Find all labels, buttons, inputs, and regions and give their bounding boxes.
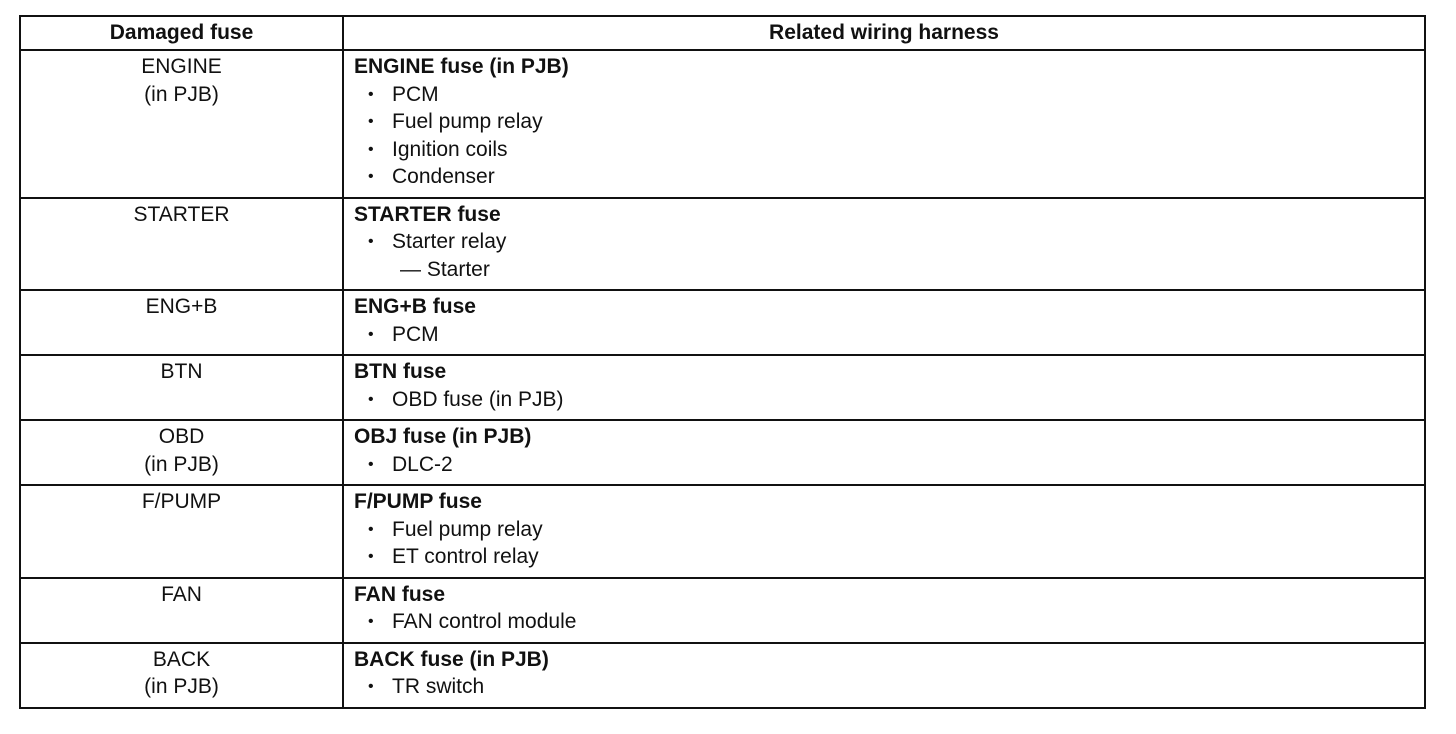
harness-list-item [354, 81, 1424, 109]
related-wiring-harness-cell [343, 290, 1425, 355]
harness-item-list [354, 516, 1424, 571]
bullet-icon: • [368, 613, 374, 630]
damaged-fuse-text: STARTER [133, 202, 230, 226]
damaged-fuse-text: (in PJB) [144, 675, 219, 698]
damaged-fuse-cell [20, 355, 343, 420]
harness-item-list [354, 81, 1424, 191]
table-row [20, 355, 1425, 420]
damaged-fuse-text: OBD [158, 425, 205, 448]
harness-title: F/PUMP fuse [354, 490, 482, 513]
bullet-icon: • [368, 390, 374, 408]
damaged-fuse-text: ENG+B [145, 295, 218, 318]
damaged-fuse-text: F/PUMP [141, 490, 222, 513]
harness-item-list [354, 451, 1424, 479]
harness-list-item [354, 673, 1424, 701]
bullet-icon: • [368, 113, 374, 130]
harness-item-text: FAN control module [392, 610, 577, 633]
damaged-fuse-text: BTN [160, 360, 203, 383]
harness-item-list [354, 673, 1424, 701]
bullet-icon: • [368, 140, 374, 158]
damaged-fuse-cell [20, 290, 343, 355]
fuse-harness-table [19, 15, 1426, 709]
harness-title: OBJ fuse (in PJB) [354, 425, 532, 448]
harness-item-list [354, 321, 1424, 349]
harness-item-text: Starter relay [392, 230, 507, 253]
harness-item-text: Ignition coils [392, 137, 508, 161]
table-row [20, 578, 1425, 643]
bullet-icon: • [368, 85, 374, 103]
harness-list-item [354, 386, 1424, 414]
related-wiring-harness-cell [343, 420, 1425, 485]
damaged-fuse-cell [20, 485, 343, 578]
bullet-icon: • [368, 520, 374, 538]
harness-list-item [354, 516, 1424, 544]
harness-title: BTN fuse [354, 360, 447, 383]
harness-item-text: OBD fuse (in PJB) [392, 387, 564, 411]
damaged-fuse-cell [20, 198, 343, 291]
related-wiring-harness-cell [343, 355, 1425, 420]
bullet-icon: • [368, 233, 374, 250]
harness-item-list [354, 608, 1424, 636]
damaged-fuse-text: (in PJB) [144, 452, 219, 476]
harness-list-item [354, 108, 1424, 136]
harness-item-text: ET control relay [392, 545, 539, 568]
harness-list-item [354, 543, 1424, 571]
bullet-icon: • [368, 325, 374, 343]
harness-title: ENG+B fuse [354, 295, 476, 318]
harness-list-item [354, 451, 1424, 479]
harness-list-item [354, 321, 1424, 349]
harness-item-text: Condenser [392, 165, 495, 188]
harness-title: BACK fuse (in PJB) [354, 647, 549, 671]
damaged-fuse-cell [20, 420, 343, 485]
bullet-icon: • [368, 548, 374, 565]
bullet-icon: • [368, 455, 374, 473]
related-wiring-harness-cell [343, 485, 1425, 578]
bullet-icon: • [368, 678, 374, 695]
header-damaged-fuse: Damaged fuse [20, 16, 343, 50]
table-row [20, 485, 1425, 578]
bullet-icon: • [368, 168, 374, 185]
harness-item-text: TR switch [392, 675, 485, 698]
harness-item-text: PCM [392, 82, 439, 106]
related-wiring-harness-cell [343, 643, 1425, 708]
table-row [20, 198, 1425, 291]
damaged-fuse-text: BACK [152, 647, 211, 671]
related-wiring-harness-cell [343, 50, 1425, 198]
harness-list-item [354, 608, 1424, 636]
related-wiring-harness-cell [343, 198, 1425, 291]
damaged-fuse-cell [20, 50, 343, 198]
table-row [20, 290, 1425, 355]
harness-item-text: PCM [392, 322, 439, 346]
harness-item-list [354, 228, 1424, 283]
damaged-fuse-text: ENGINE [141, 55, 222, 78]
table-header-row [20, 16, 1425, 50]
harness-item-text: Fuel pump relay [392, 517, 543, 541]
harness-sub-item [354, 256, 1424, 284]
harness-title: ENGINE fuse (in PJB) [354, 55, 569, 78]
damaged-fuse-text: FAN [161, 582, 202, 606]
table-row [20, 50, 1425, 198]
damaged-fuse-cell [20, 578, 343, 643]
table-body [20, 50, 1425, 708]
harness-sub-item-text: — Starter [400, 257, 490, 281]
damaged-fuse-text: (in PJB) [144, 82, 219, 106]
table-row [20, 420, 1425, 485]
header-related-wiring-harness: Related wiring harness [343, 16, 1425, 50]
harness-list-item [354, 228, 1424, 256]
table-row [20, 643, 1425, 708]
harness-item-text: Fuel pump relay [392, 110, 543, 133]
harness-title: STARTER fuse [354, 202, 501, 226]
harness-list-item [354, 136, 1424, 164]
damaged-fuse-cell [20, 643, 343, 708]
harness-list-item [354, 163, 1424, 191]
related-wiring-harness-cell [343, 578, 1425, 643]
harness-item-text: DLC-2 [392, 452, 453, 476]
harness-item-list [354, 386, 1424, 414]
harness-title: FAN fuse [354, 582, 446, 606]
